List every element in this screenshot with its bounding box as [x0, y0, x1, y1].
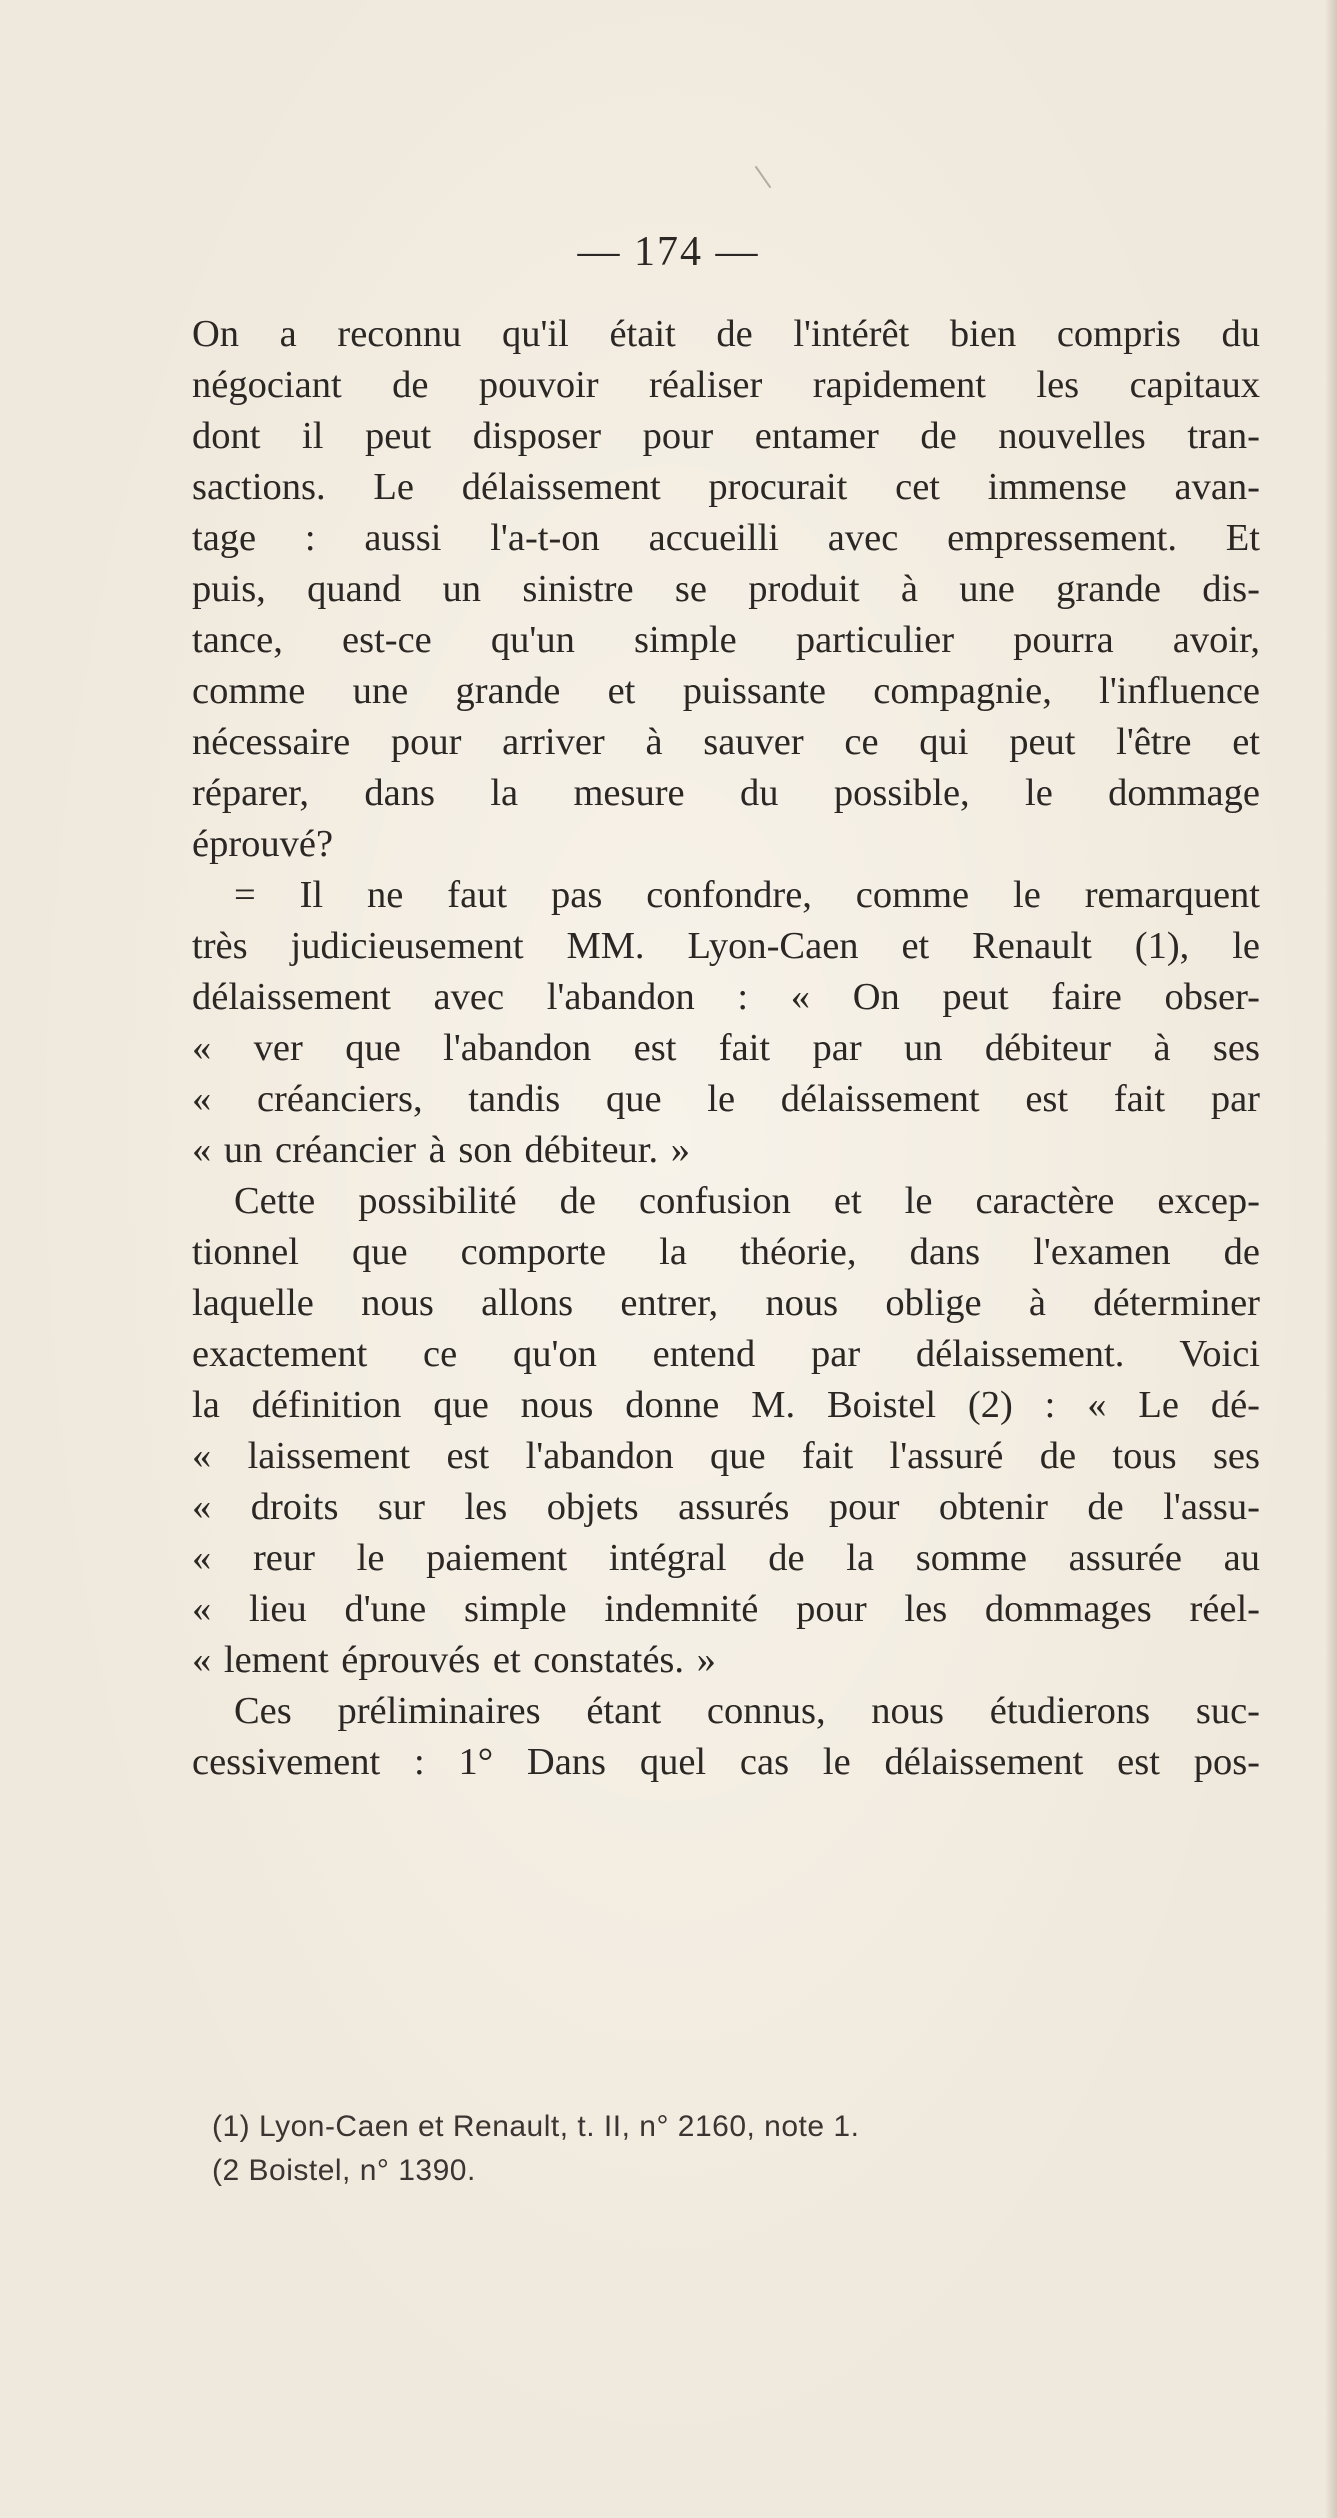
text-line: dont il peut disposer pour entamer de nouvelles tran-	[192, 415, 1260, 457]
pencil-mark	[755, 166, 772, 188]
footnotes	[212, 2105, 1112, 2193]
text-line: « ver que l'abandon est fait par un débiteur à ses	[192, 1027, 1260, 1069]
text-line: délaissement avec l'abandon : « On peut faire obser-	[192, 976, 1260, 1018]
text-line: On a reconnu qu'il était de l'intérêt bien compris du	[192, 313, 1260, 355]
footnote-2: (2 Boistel, n° 1390.	[212, 2154, 476, 2187]
text-line: tance, est-ce qu'un simple particulier pourra avoir,	[192, 619, 1260, 661]
text-line: exactement ce qu'on entend par délaissement. Voici	[192, 1333, 1260, 1375]
page-number: — 174 —	[577, 229, 760, 275]
text-line: Ces préliminaires étant connus, nous étudierons suc-	[234, 1690, 1260, 1732]
text-line: la définition que nous donne M. Boistel (2) : « Le dé-	[192, 1384, 1260, 1426]
text-line: nécessaire pour arriver à sauver ce qui peut l'être et	[192, 721, 1260, 763]
text-line: très judicieusement MM. Lyon-Caen et Renault (1), le	[192, 925, 1260, 967]
text-line: cessivement : 1° Dans quel cas le délaissement est pos-	[192, 1741, 1260, 1783]
text-line: sactions. Le délaissement procurait cet immense avan-	[192, 466, 1260, 508]
text-line: comme une grande et puissante compagnie, l'influence	[192, 670, 1260, 712]
body-text	[192, 309, 1260, 1788]
text-line: = Il ne faut pas confondre, comme le remarquent	[234, 874, 1260, 916]
text-line: tage : aussi l'a-t-on accueilli avec empressement. Et	[192, 517, 1260, 559]
footnote-1: (1) Lyon-Caen et Renault, t. II, n° 2160, note 1.	[212, 2110, 860, 2143]
text-line: éprouvé?	[192, 823, 334, 865]
text-line: Cette possibilité de confusion et le caractère excep-	[234, 1180, 1260, 1222]
text-line: laquelle nous allons entrer, nous oblige à déterminer	[192, 1282, 1260, 1324]
text-line: « lieu d'une simple indemnité pour les dommages réel-	[192, 1588, 1260, 1630]
text-line: tionnel que comporte la théorie, dans l'examen de	[192, 1231, 1260, 1273]
text-line: « reur le paiement intégral de la somme assurée au	[192, 1537, 1260, 1579]
text-line: puis, quand un sinistre se produit à une grande dis-	[192, 568, 1260, 610]
text-line: « lement éprouvés et constatés. »	[192, 1639, 716, 1681]
text-line: « droits sur les objets assurés pour obtenir de l'assu-	[192, 1486, 1260, 1528]
text-line: négociant de pouvoir réaliser rapidement les capitaux	[192, 364, 1260, 406]
text-line: « un créancier à son débiteur. »	[192, 1129, 690, 1171]
page-edge-shadow	[1325, 0, 1337, 2518]
text-line: « créanciers, tandis que le délaissement est fait par	[192, 1078, 1260, 1120]
text-line: « laissement est l'abandon que fait l'assuré de tous ses	[192, 1435, 1260, 1477]
text-line: réparer, dans la mesure du possible, le dommage	[192, 772, 1260, 814]
